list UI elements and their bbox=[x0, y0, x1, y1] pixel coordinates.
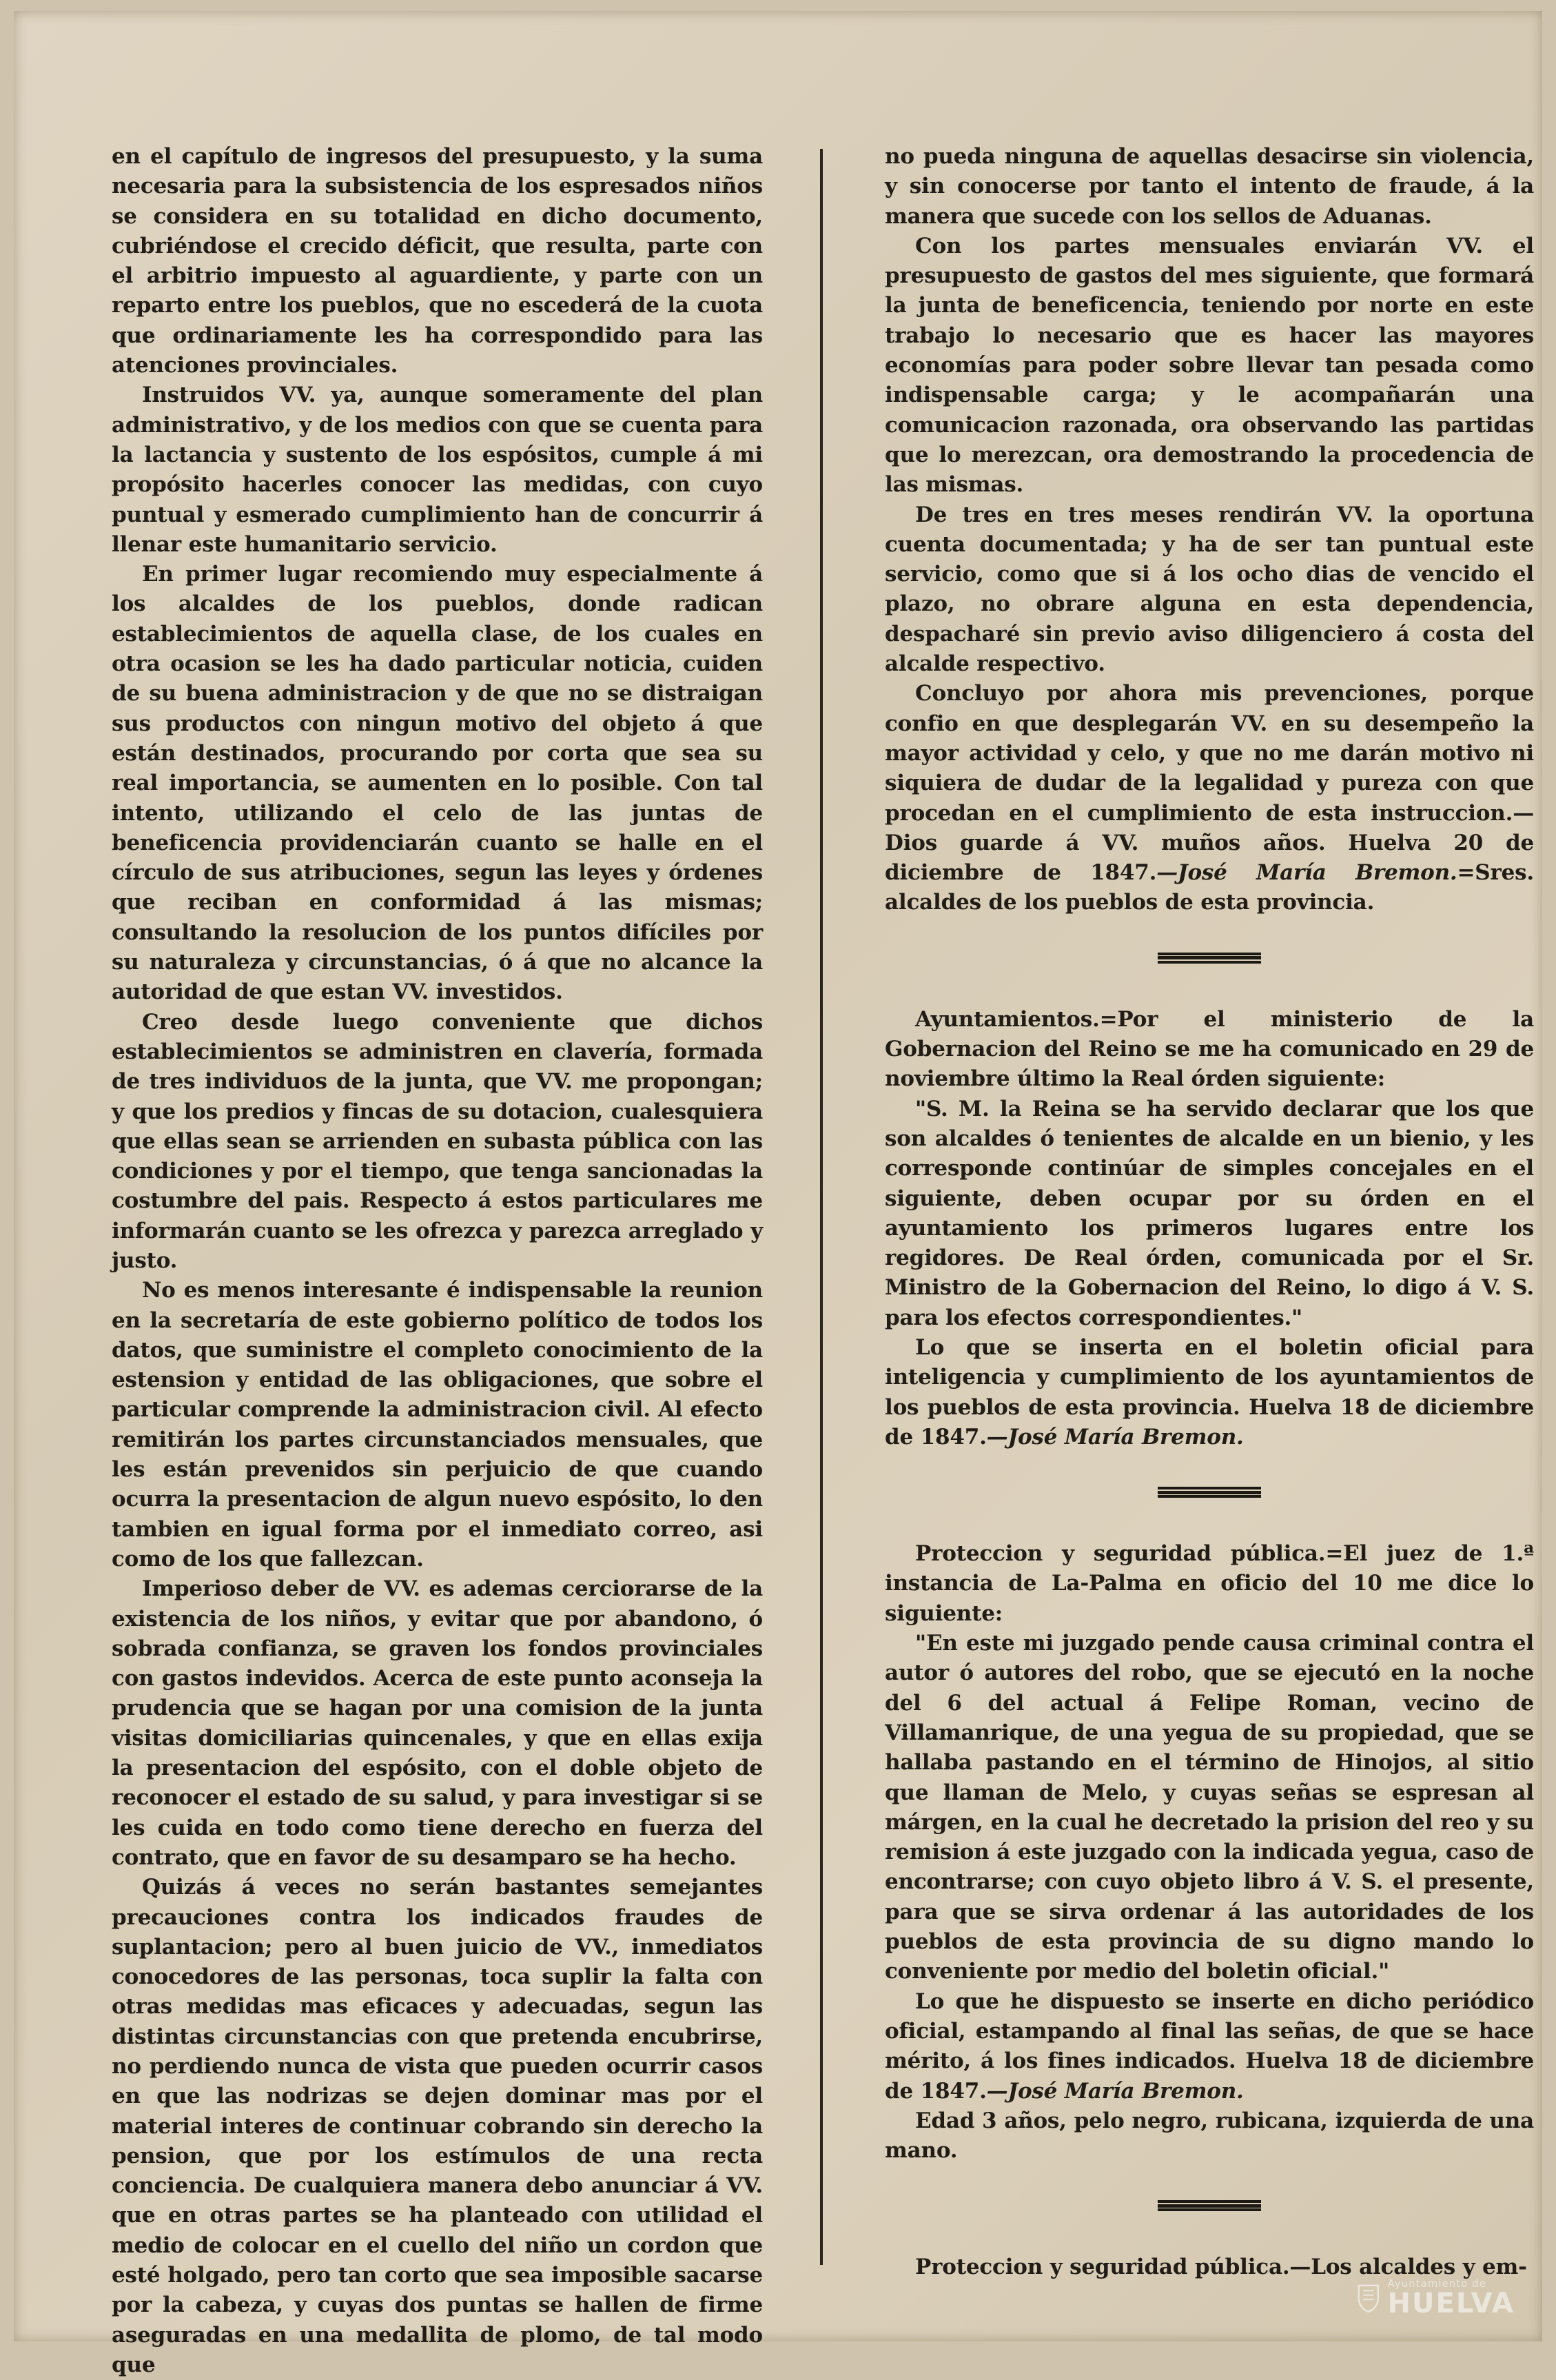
watermark-big-text: HUELVA bbox=[1387, 2288, 1515, 2319]
signature-text: —José María Bremon. bbox=[986, 1424, 1244, 1450]
paragraph-text: En primer lugar recomiendo muy especialmente á los alcaldes de los pueblos, donde radican establecimientos de aquella clase, de los cuales en otra ocasion se les ha dado particular noticia, cuiden de su buena administracion y de que no se distraigan sus productos con ningun motivo del objeto á que están destinados, procurando por corta que sea su real importancia, se aumenten en lo posible. Con tal intento, utilizando el celo de las juntas de beneficencia providenciarán cuanto se halle en el círculo de sus atribuciones, segun las leyes y órdenes que reciban en conformidad á las mismas; consultando la resolucion de los puntos difíciles por su naturaleza y circunstancias, ó á que no alcance la autoridad de que estan VV. investidos. bbox=[112, 562, 763, 1005]
ayuntamientos-block bbox=[885, 1005, 1534, 1452]
paragraph bbox=[112, 1008, 763, 1277]
paragraph bbox=[885, 232, 1534, 500]
paragraph-text: Edad 3 años, pelo negro, rubicana, izquierda de una mano. bbox=[885, 2108, 1534, 2164]
paragraph-text: "En este mi juzgado pende causa criminal contra el autor ó autores del robo, que se ejecutó en la noche del 6 del actual á Felipe Roman, vecino de Villamanrique, de una yegua de su propiedad, que se hallaba pastando en el término de Hinojos, al sitio que llaman de Melo, y cuyas señas se espresan al márgen, en la cual he decretado la prision del reo y su remision á este juzgado con la indicada yegua, caso de encontrarse; con cuyo objeto libro á V. S. el presente, para que se sirva ordenar á las autoridades de los pueblos de esta provincia de su digno mando lo conveniente por medio del boletin oficial." bbox=[885, 1631, 1534, 1984]
paragraph-text: Lo que he dispuesto se inserte en dicho periódico oficial, estampando al final las señas, de que se hace mérito, á los fines indicados. Huelva 18 de diciembre de 1847. bbox=[885, 1989, 1534, 2104]
paragraph-text: en el capítulo de ingresos del presupuesto, y la suma necesaria para la subsistencia de los espresados niños se considera en su totalidad en dicho documento, cubriéndose el crecido déficit, que resulta, parte con el arbitrio impuesto al aguardiente, y parte con un reparto entre los pueblos, que no escederá de la cuota que ordinariamente les ha correspondido para las atenciones provinciales. bbox=[112, 144, 763, 378]
paragraph bbox=[885, 1005, 1534, 1095]
huelva-watermark bbox=[1356, 2270, 1515, 2325]
paragraph bbox=[885, 142, 1534, 232]
section-separator bbox=[1158, 1487, 1261, 1498]
column-divider bbox=[820, 149, 823, 2265]
section-separator bbox=[1158, 953, 1261, 964]
paragraph bbox=[112, 560, 763, 1007]
signature-text: —José María Bremon. bbox=[986, 2078, 1244, 2104]
paragraph bbox=[885, 2106, 1534, 2166]
paragraph bbox=[885, 679, 1534, 917]
paragraph-text: Imperioso deber de VV. es ademas cerciorarse de la existencia de los niños, y evitar que por abandono, ó sobrada confianza, se graven los fondos provinciales con gastos indevidos. Acerca de este punto aconseja la prudencia que se hagan por una comision de la junta visitas domiciliarias quincenales, y que en ellas exija la presentacion del espósito, con el doble objeto de reconocer el estado de su salud, y para investigar si se les cuida en todo como tiene derecho en fuerza del contrato, que en favor de su desamparo se ha hecho. bbox=[112, 1576, 763, 1870]
paragraph bbox=[112, 1574, 763, 1873]
paragraph bbox=[885, 1987, 1534, 2106]
left-column bbox=[112, 142, 763, 2380]
paragraph-text: Concluyo por ahora mis prevenciones, porque confio en que desplegarán VV. en su desempeño la mayor actividad y celo, y que no me darán motivo ni siquiera de dudar de la legalidad y pureza con que procedan en el cumplimiento de esta instruccion.—Dios guarde á VV. muños años. Huelva 20 de diciembre de 1847. bbox=[885, 681, 1534, 886]
section-separator bbox=[1158, 2200, 1261, 2211]
paragraph-text: Creo desde luego conveniente que dichos establecimientos se administren en clavería, formada de tres individuos de la junta, que VV. me propongan; y que los predios y fincas de su dotacion, cualesquiera que ellas sean se arrienden en subasta pública con las condiciones y por el tiempo, que tenga sancionadas la costumbre del pais. Respecto á estos particulares me informarán cuanto se les ofrezca y parezca arreglado y justo. bbox=[112, 1009, 763, 1273]
paragraph bbox=[112, 1873, 763, 2380]
paragraph-text: Proteccion y seguridad pública.—Los alcaldes y em- bbox=[915, 2255, 1527, 2280]
paragraph bbox=[112, 142, 763, 380]
paragraph bbox=[112, 380, 763, 560]
paragraph-text: Proteccion y seguridad pública.=El juez de 1.ª instancia de La-Palma en oficio del 10 me dice lo siguiente: bbox=[885, 1541, 1534, 1626]
paragraph-text: No es menos interesante é indispensable la reunion en la secretaría de este gobierno político de todos los datos, que suministre el completo conocimiento de la estension y entidad de las obligaciones, que sobre el particular comprende la administracion civil. Al efecto remitirán los partes circunstanciados mensuales, que les están prevenidos sin perjuicio de que cuando ocurra la presentacion de algun nuevo espósito, lo den tambien en igual forma por el inmediato correo, asi como de los que fallezcan. bbox=[112, 1278, 763, 1572]
newspaper-page bbox=[14, 11, 1542, 2377]
paragraph bbox=[112, 1276, 763, 1574]
paragraph-text: no pueda ninguna de aquellas desacirse sin violencia, y sin conocerse por tanto el intento de fraude, á la manera que sucede con los sellos de Aduanas. bbox=[885, 144, 1534, 229]
paragraph-text: Con los partes mensuales enviarán VV. el presupuesto de gastos del mes siguiente, que formará la junta de beneficencia, teniendo por norte en este trabajo lo necesario que es hacer las mayores economías para poder sobre llevar tan pesada como indispensable carga; y le acompañarán una comunicacion razonada, ora observando las partidas que lo merezcan, ora demostrando la procedencia de las mismas. bbox=[885, 233, 1534, 498]
signature-text: —José María Bremon. bbox=[1156, 860, 1457, 886]
right-column bbox=[885, 142, 1534, 2283]
paragraph bbox=[885, 1095, 1534, 1333]
paragraph-text: Lo que se inserta en el boletin oficial para inteligencia y cumplimiento de los ayuntamientos de los pueblos de esta provincia. Huelva 18 de diciembre de 1847. bbox=[885, 1334, 1534, 1450]
paragraph bbox=[885, 1539, 1534, 1629]
paragraph-text: "S. M. la Reina se ha servido declarar que los que son alcaldes ó tenientes de alcalde en un bienio, y les corresponde continúar de simples concejales en el siguiente, deben ocupar por su órden en el ayuntamiento los primeros lugares entre los regidores. De Real órden, comunicada por el Sr. Ministro de la Gobernacion del Reino, lo digo á V. S. para los efectos correspondientes." bbox=[885, 1096, 1534, 1330]
proteccion-block bbox=[885, 1539, 1534, 2166]
paragraph-tail-text: =Sres. alcaldes de los pueblos de esta provincia. bbox=[885, 860, 1534, 915]
watermark-small-text: Ayuntamiento de bbox=[1387, 2277, 1486, 2290]
paragraph bbox=[885, 500, 1534, 680]
paragraph-text: De tres en tres meses rendirán VV. la oportuna cuenta documentada; y ha de ser tan puntual este servicio, como que si á los ocho dias de vencido el plazo, no obrare alguna en esta dependencia, despacharé sin previo aviso diligenciero á costa del alcalde respectivo. bbox=[885, 502, 1534, 677]
paragraph bbox=[885, 1333, 1534, 1452]
right-top-block bbox=[885, 142, 1534, 918]
paragraph bbox=[885, 1629, 1534, 1987]
paragraph-text: Ayuntamientos.=Por el ministerio de la Gobernacion del Reino se me ha comunicado en 29 de noviembre último la Real órden siguiente: bbox=[885, 1006, 1534, 1092]
shield-icon bbox=[1356, 2273, 1381, 2321]
paragraph-text: Instruidos VV. ya, aunque someramente del plan administrativo, y de los medios con que se cuenta para la lactancia y sustento de los espósitos, cumple á mi propósito hacerles conocer las medidas, con cuyo puntual y esmerado cumplimiento han de concurrir á llenar este humanitario servicio. bbox=[112, 383, 763, 557]
paragraph-text: Quizás á veces no serán bastantes semejantes precauciones contra los indicados fraudes de suplantacion; pero al buen juicio de VV., inmediatos conocedores de las personas, toca suplir la falta con otras medidas mas eficaces y adecuadas, segun las distintas circunstancias con que pretenda encubrirse, no perdiendo nunca de vista que pueden ocurrir casos en que las nodrizas se dejen dominar mas por el material interes de continuar cobrando sin derecho la pension, que por los estímulos de una recta conciencia. De cualquiera manera debo anunciar á VV. que en otras partes se ha planteado con utilidad el medio de colocar en el cuello del niño un cordon que esté holgado, pero tan corto que sea imposible sacarse por la cabeza, y cuyas dos puntas se hallen de firme aseguradas en una medallita de plomo, de tal modo que bbox=[112, 1875, 763, 2377]
